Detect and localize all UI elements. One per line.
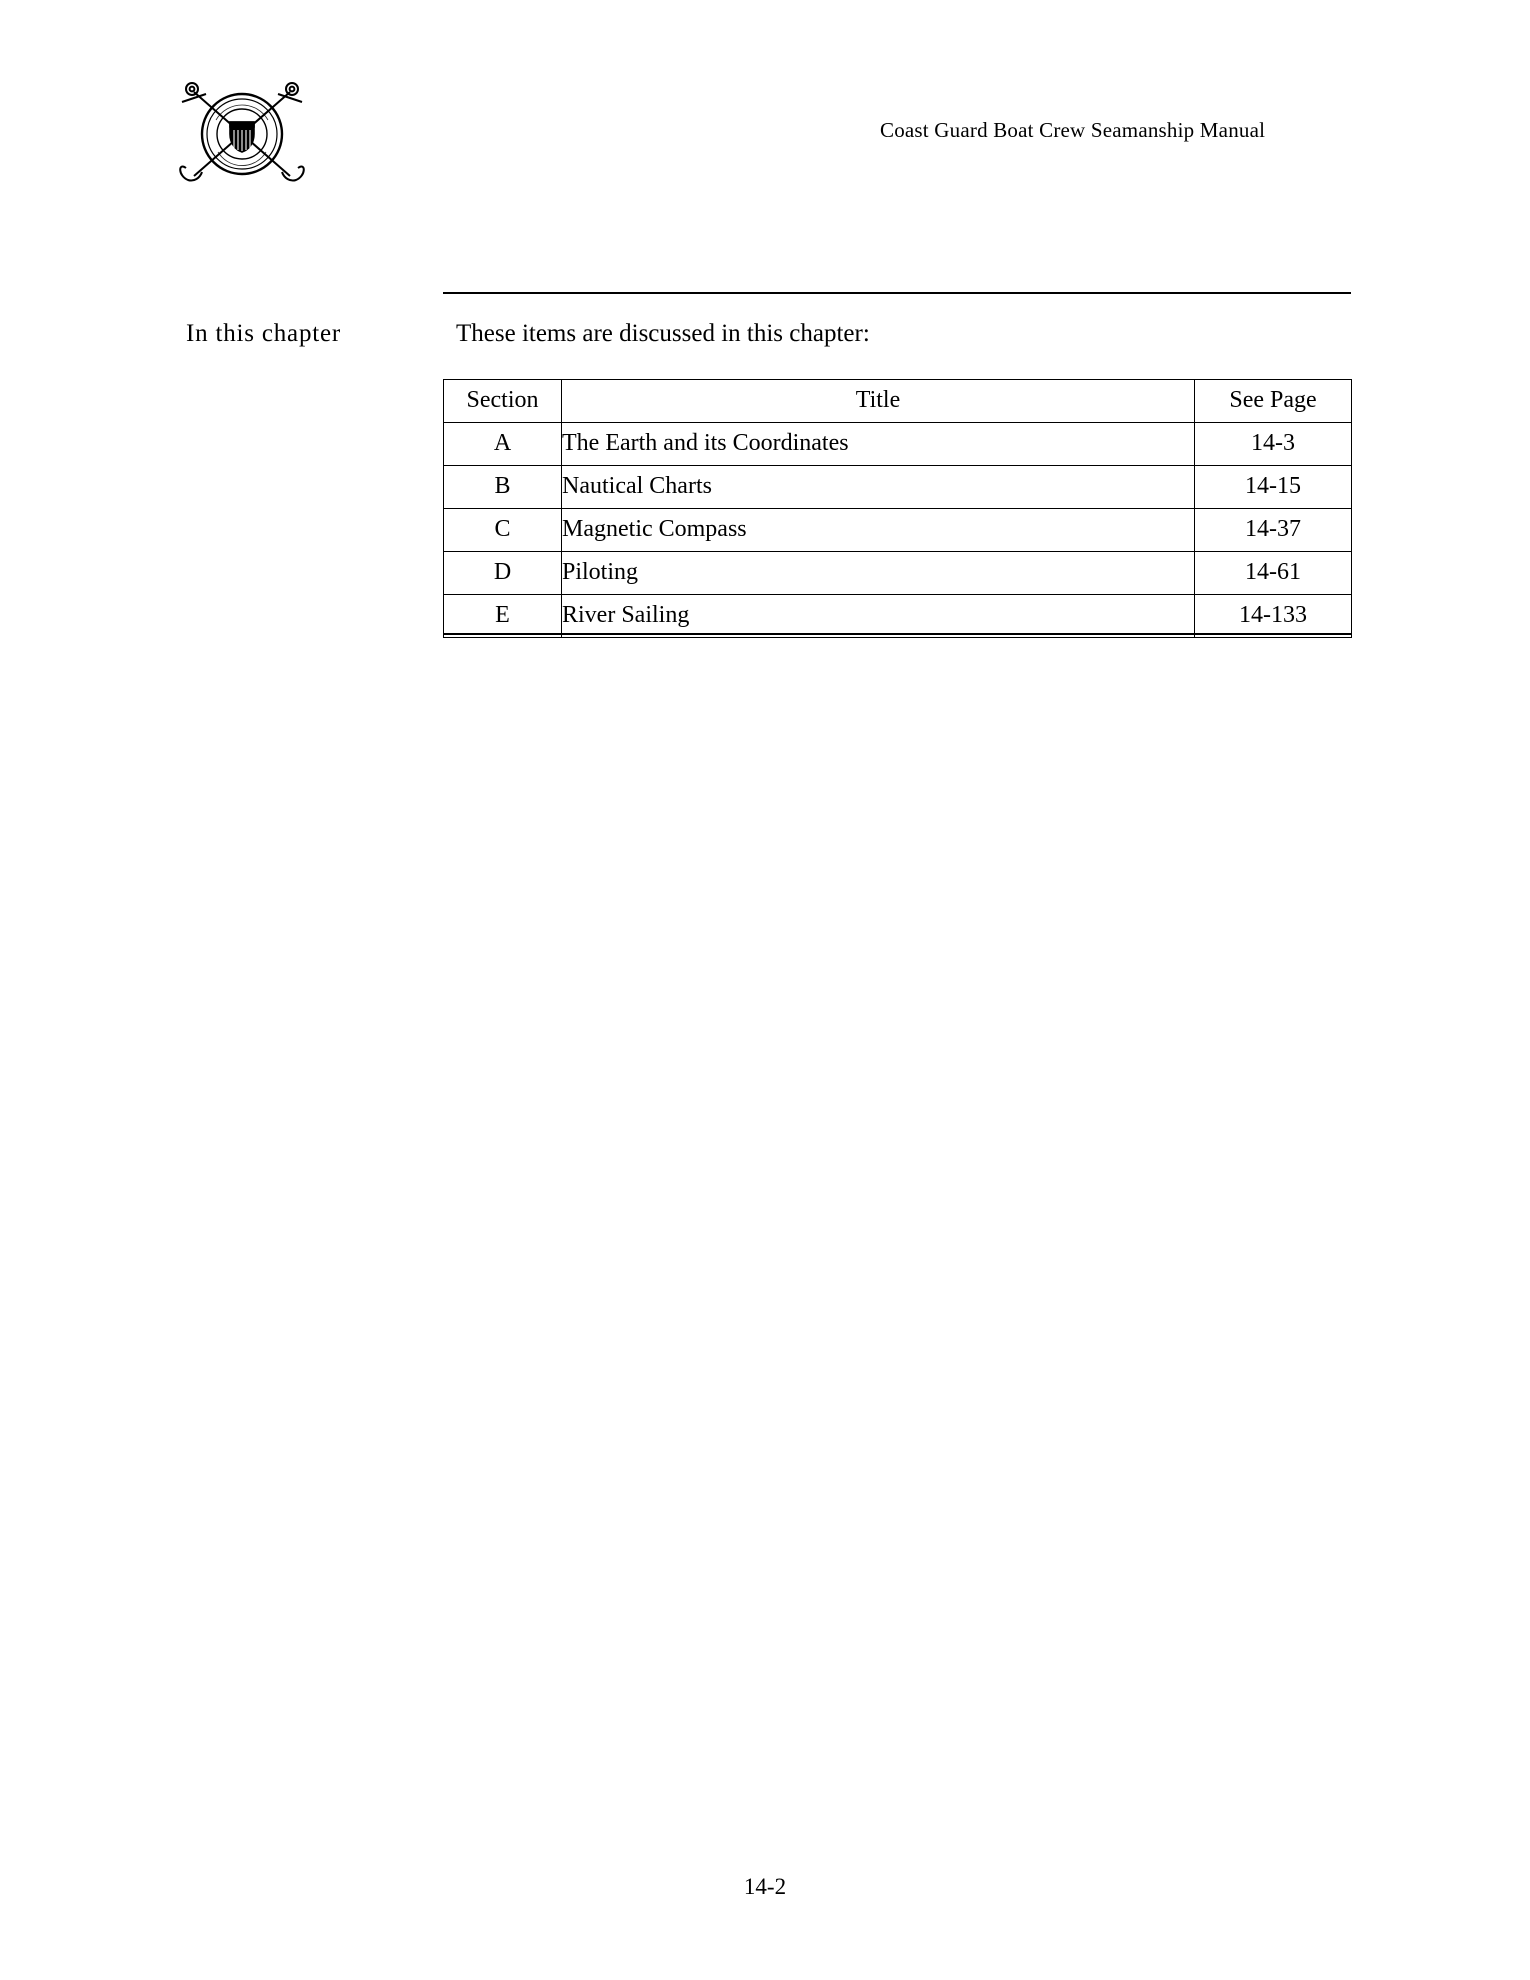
- cell-page: 14-15: [1195, 466, 1352, 509]
- section-rule-top: [443, 292, 1351, 294]
- table-row: [444, 466, 1352, 509]
- table-row: [444, 509, 1352, 552]
- page-number: 14-2: [743, 1874, 787, 1899]
- table-row: [444, 423, 1352, 466]
- table-row: [444, 595, 1352, 638]
- column-header-title: Title: [562, 380, 1195, 423]
- intro-paragraph: These items are discussed in this chapter:: [456, 320, 870, 347]
- cell-page: 14-61: [1195, 552, 1352, 595]
- manual-running-header: Coast Guard Boat Crew Seamanship Manual: [880, 118, 1266, 142]
- cell-title: Piloting: [562, 552, 1195, 595]
- cell-section: E: [444, 595, 562, 638]
- cell-section: B: [444, 466, 562, 509]
- cell-page: 14-3: [1195, 423, 1352, 466]
- table-row: [444, 552, 1352, 595]
- column-header-page: See Page: [1195, 380, 1352, 423]
- cell-title: Nautical Charts: [562, 466, 1195, 509]
- cell-section: A: [444, 423, 562, 466]
- cell-title: River Sailing: [562, 595, 1195, 638]
- cell-section: D: [444, 552, 562, 595]
- coast-guard-seal-icon: [172, 72, 312, 192]
- cell-page: 14-133: [1195, 595, 1352, 638]
- section-rule-bottom: [443, 633, 1351, 635]
- cell-page: 14-37: [1195, 509, 1352, 552]
- table-header-row: [444, 380, 1352, 423]
- cell-title: Magnetic Compass: [562, 509, 1195, 552]
- cell-title: The Earth and its Coordinates: [562, 423, 1195, 466]
- cell-section: C: [444, 509, 562, 552]
- column-header-section: Section: [444, 380, 562, 423]
- chapter-contents-table: [443, 379, 1352, 638]
- section-label: In this chapter: [186, 320, 342, 347]
